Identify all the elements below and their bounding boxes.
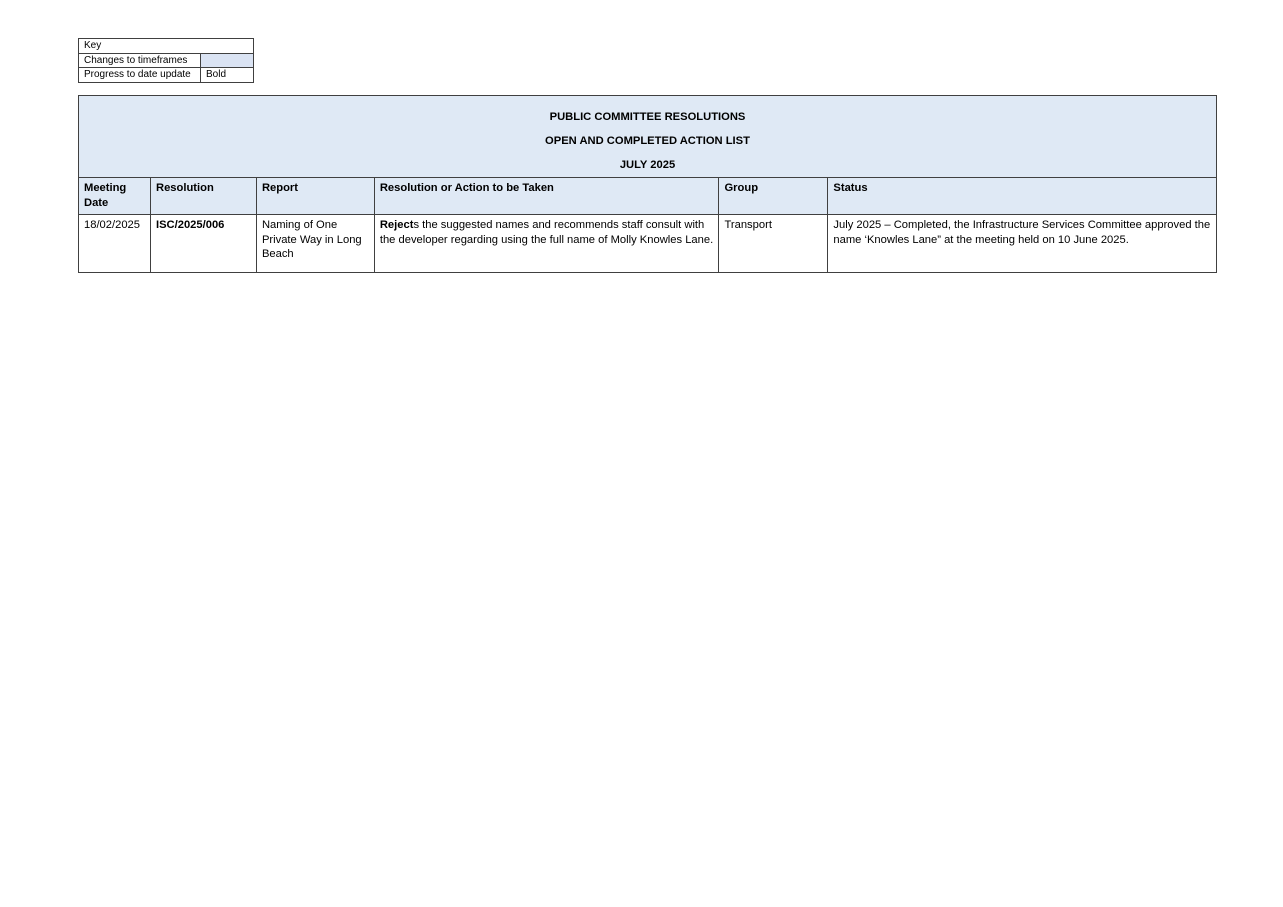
key-row-progress: [79, 68, 254, 83]
col-header-action: Resolution or Action to be Taken: [374, 178, 719, 215]
key-highlight-swatch: [201, 53, 254, 68]
action-list-table: [78, 95, 1217, 273]
column-header-row: [79, 178, 1217, 215]
key-header-row: [79, 39, 254, 54]
key-row-timeframes: [79, 53, 254, 68]
col-header-resolution: Resolution: [150, 178, 256, 215]
document-title: PUBLIC COMMITTEE RESOLUTIONS: [549, 111, 746, 123]
cell-resolution: ISC/2025/006: [150, 215, 256, 273]
cell-group: Transport: [719, 215, 828, 273]
key-table: [78, 38, 254, 83]
document-title-block: [79, 96, 1217, 178]
title-row: [79, 96, 1217, 178]
key-title: Key: [79, 39, 254, 54]
action-bold-text: Reject: [379, 219, 414, 231]
action-text: s the suggested names and recommends staff consult with the developer regarding using the full name of Molly Knowles Lane.: [379, 219, 714, 246]
document-subtitle: OPEN AND COMPLETED ACTION LIST: [545, 135, 750, 147]
document-period: JULY 2025: [619, 159, 676, 171]
key-label-progress: Progress to date update: [79, 68, 201, 83]
key-value-bold: Bold: [201, 68, 254, 83]
col-header-meeting-date: Meeting Date: [79, 178, 151, 215]
col-header-status: Status: [828, 178, 1217, 215]
key-label-timeframes: Changes to timeframes: [79, 53, 201, 68]
cell-status: July 2025 – Completed, the Infrastructure Services Committee approved the name ‘Knowles Lane” at the meeting held on 10 June 2025.: [828, 215, 1217, 273]
table-row: [79, 215, 1217, 273]
cell-report: Naming of One Private Way in Long Beach: [256, 215, 374, 273]
cell-action: [374, 215, 719, 273]
cell-meeting-date: 18/02/2025: [79, 215, 151, 273]
col-header-group: Group: [719, 178, 828, 215]
col-header-report: Report: [256, 178, 374, 215]
